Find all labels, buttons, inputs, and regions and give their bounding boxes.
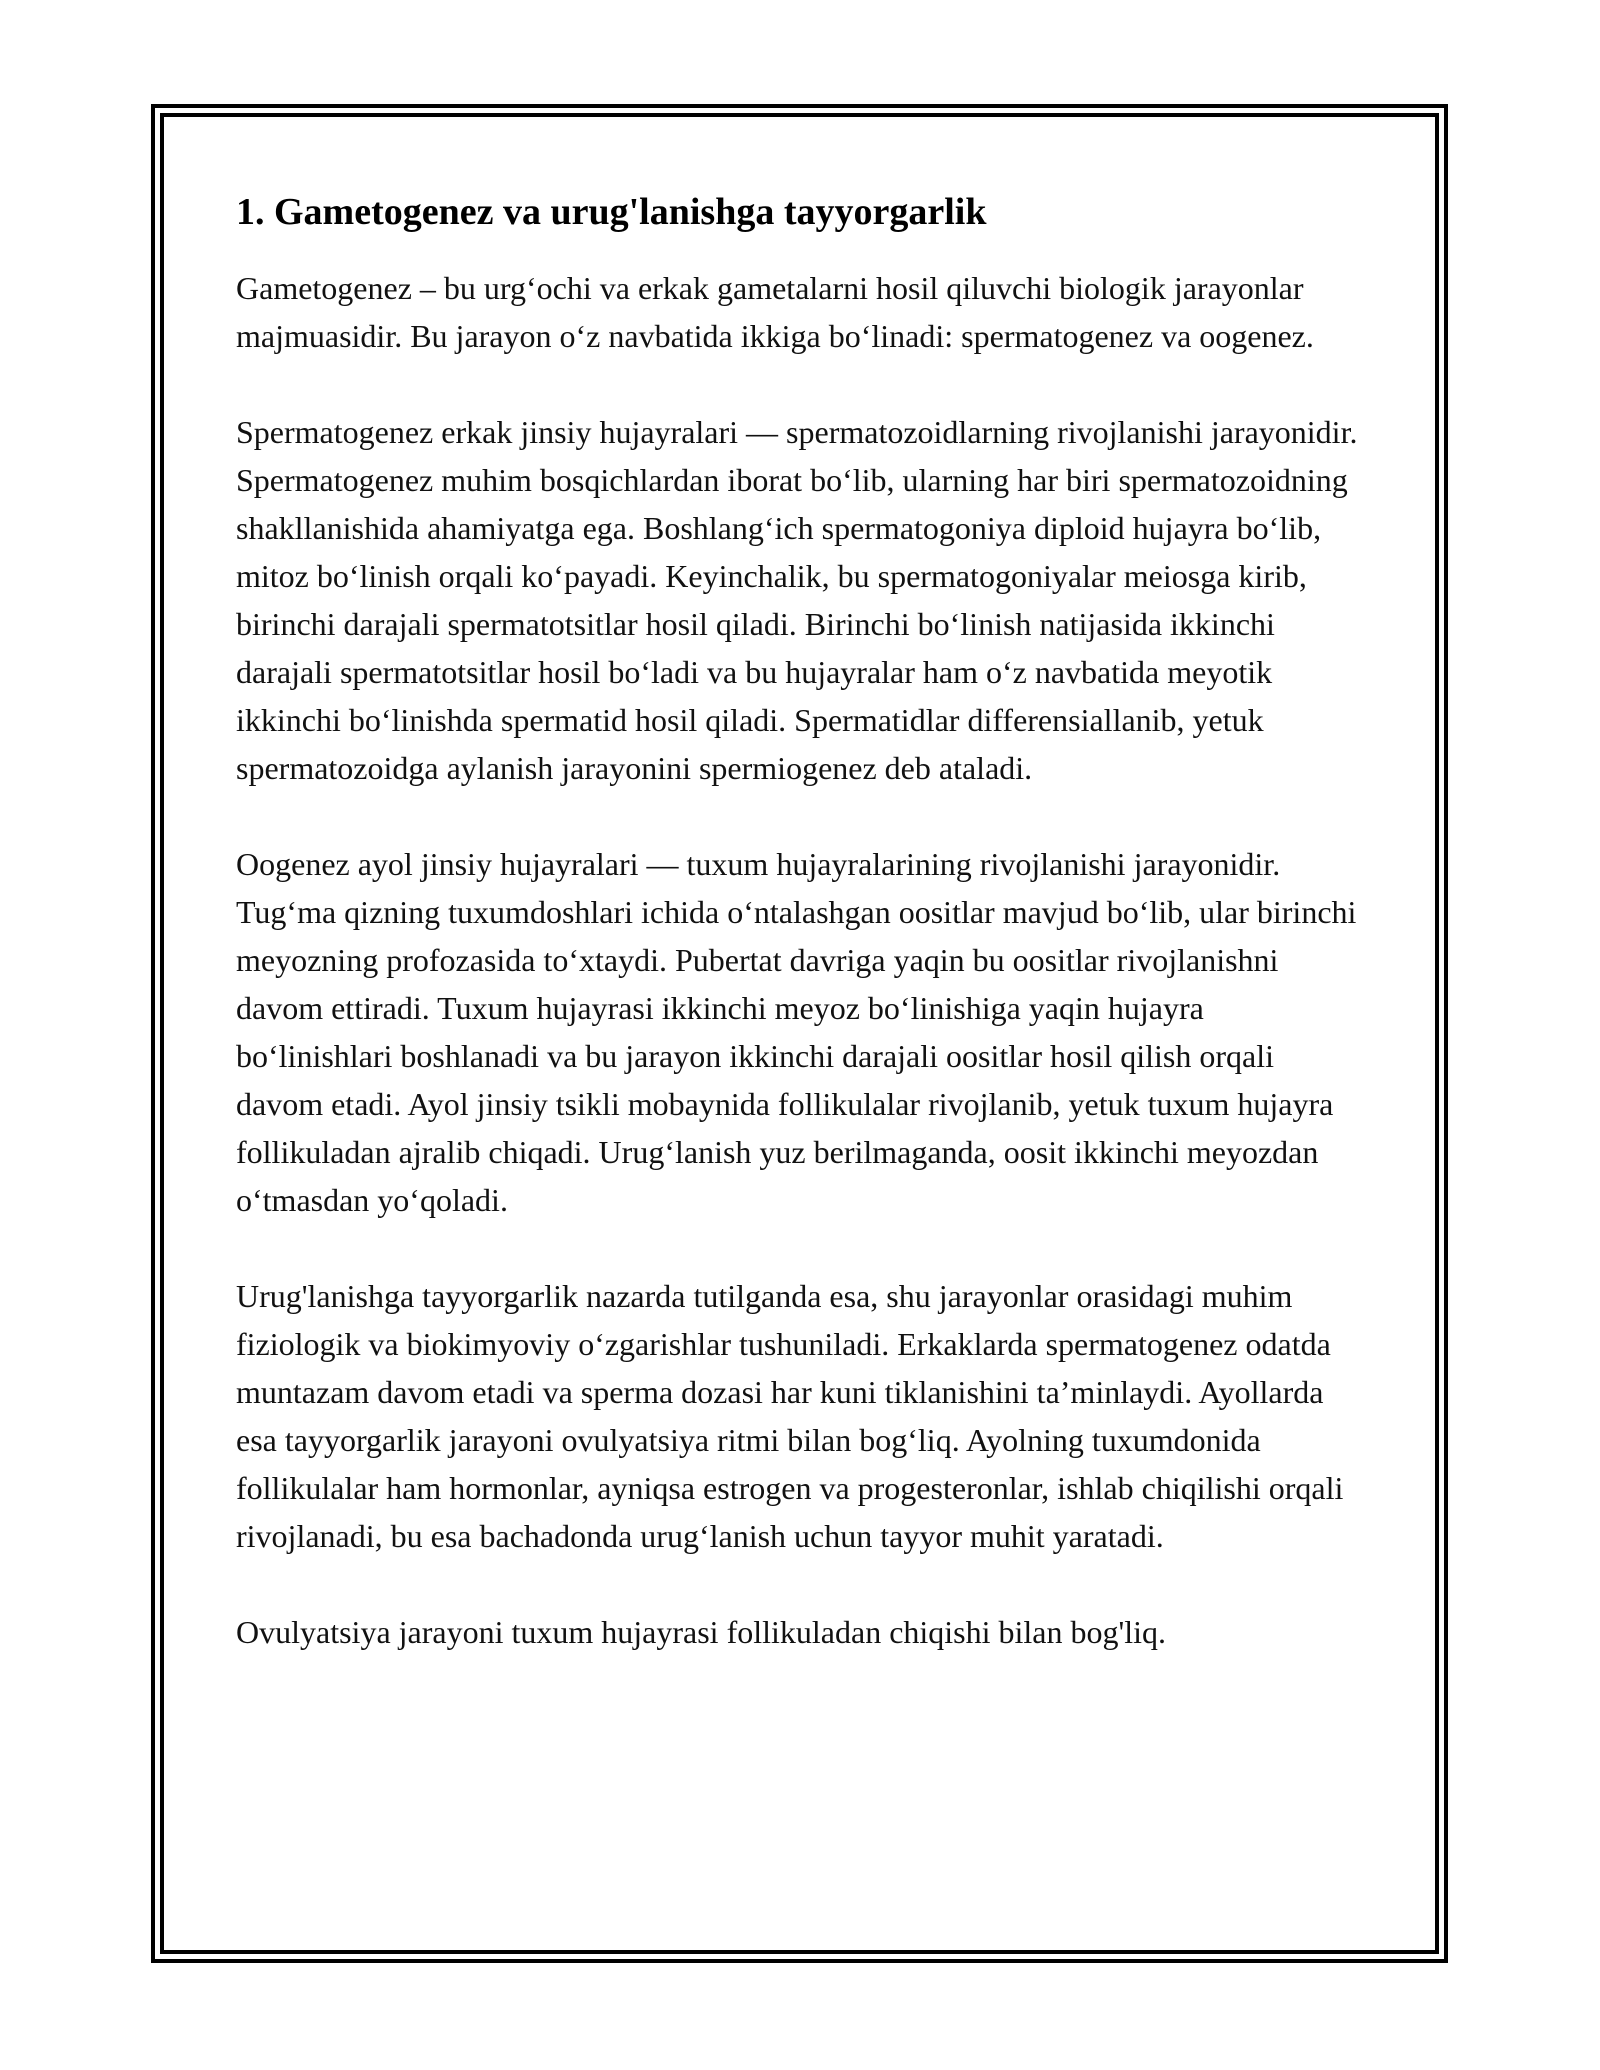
paragraph-fertilization-preparation: Urug'lanishga tayyorgarlik nazarda tutilganda esa, shu jarayonlar orasidagi muhim fiziologik va biokimyoviy o‘zgarishlar tushuniladi. Erkaklarda spermatogenez odatda muntazam davom etadi va sperma dozasi har kuni tiklanishini ta’minlaydi. Ayollarda esa tayyorgarlik jarayoni ovulyatsiya ritmi bilan bog‘liq. Ayolning tuxumdonida follikulalar ham hormonlar, ayniqsa estrogen va progesteronlar, ishlab chiqilishi orqali rivojlanadi, bu esa bachadonda urug‘lanish uchun tayyor muhit yaratadi. [236,1278,1344,1554]
document-body [236,186,1366,1704]
paragraph-spermatogenesis: Spermatogenez erkak jinsiy hujayralari — spermatozoidlarning rivojlanishi jarayonidir. Spermatogenez muhim bosqichlardan iborat bo‘lib, ularning har biri spermatozoidning shakllanishida ahamiyatga ega. Boshlang‘ich spermatogoniya diploid hujayra bo‘lib, mitoz bo‘linish orqali ko‘payadi. Keyinchalik, bu spermatogoniyalar meiosga kirib, birinchi darajali spermatotsitlar hosil qiladi. Birinchi bo‘linish natijasida ikkinchi darajali spermatotsitlar hosil bo‘ladi va bu hujayralar ham o‘z navbatida meyotik ikkinchi bo‘linishda spermatid hosil qiladi. Spermatidlar differensiallanib, yetuk spermatozoidga aylanish jarayonini spermiogenez deb ataladi. [236,414,1358,786]
section-heading: 1. Gametogenez va urug'lanishga tayyorgarlik [236,191,987,233]
paragraph-oogenesis: Oogenez ayol jinsiy hujayralari — tuxum hujayralarining rivojlanishi jarayonidir. Tug‘ma qizning tuxumdoshlari ichida o‘ntalashgan oositlar mavjud bo‘lib, ular birinchi meyozning profozasida to‘xtaydi. Pubertat davriga yaqin bu oositlar rivojlanishni davom ettiradi. Tuxum hujayrasi ikkinchi meyoz bo‘linishiga yaqin hujayra bo‘linishlari boshlanadi va bu jarayon ikkinchi darajali oositlar hosil qilish orqali davom etadi. Ayol jinsiy tsikli mobaynida follikulalar rivojlanib, yetuk tuxum hujayra follikuladan ajralib chiqadi. Urug‘lanish yuz berilmaganda, oosit ikkinchi meyozdan o‘tmasdan yo‘qoladi. [236,846,1357,1218]
paragraph-gametogenesis: Gametogenez – bu urg‘ochi va erkak gametalarni hosil qiluvchi biologik jarayonlar majmuasidir. Bu jarayon o‘z navbatida ikkiga bo‘linadi: spermatogenez va oogenez. [236,270,1314,354]
paragraph-ovulation: Ovulyatsiya jarayoni tuxum hujayrasi follikuladan chiqishi bilan bog'liq. [236,1614,1167,1650]
